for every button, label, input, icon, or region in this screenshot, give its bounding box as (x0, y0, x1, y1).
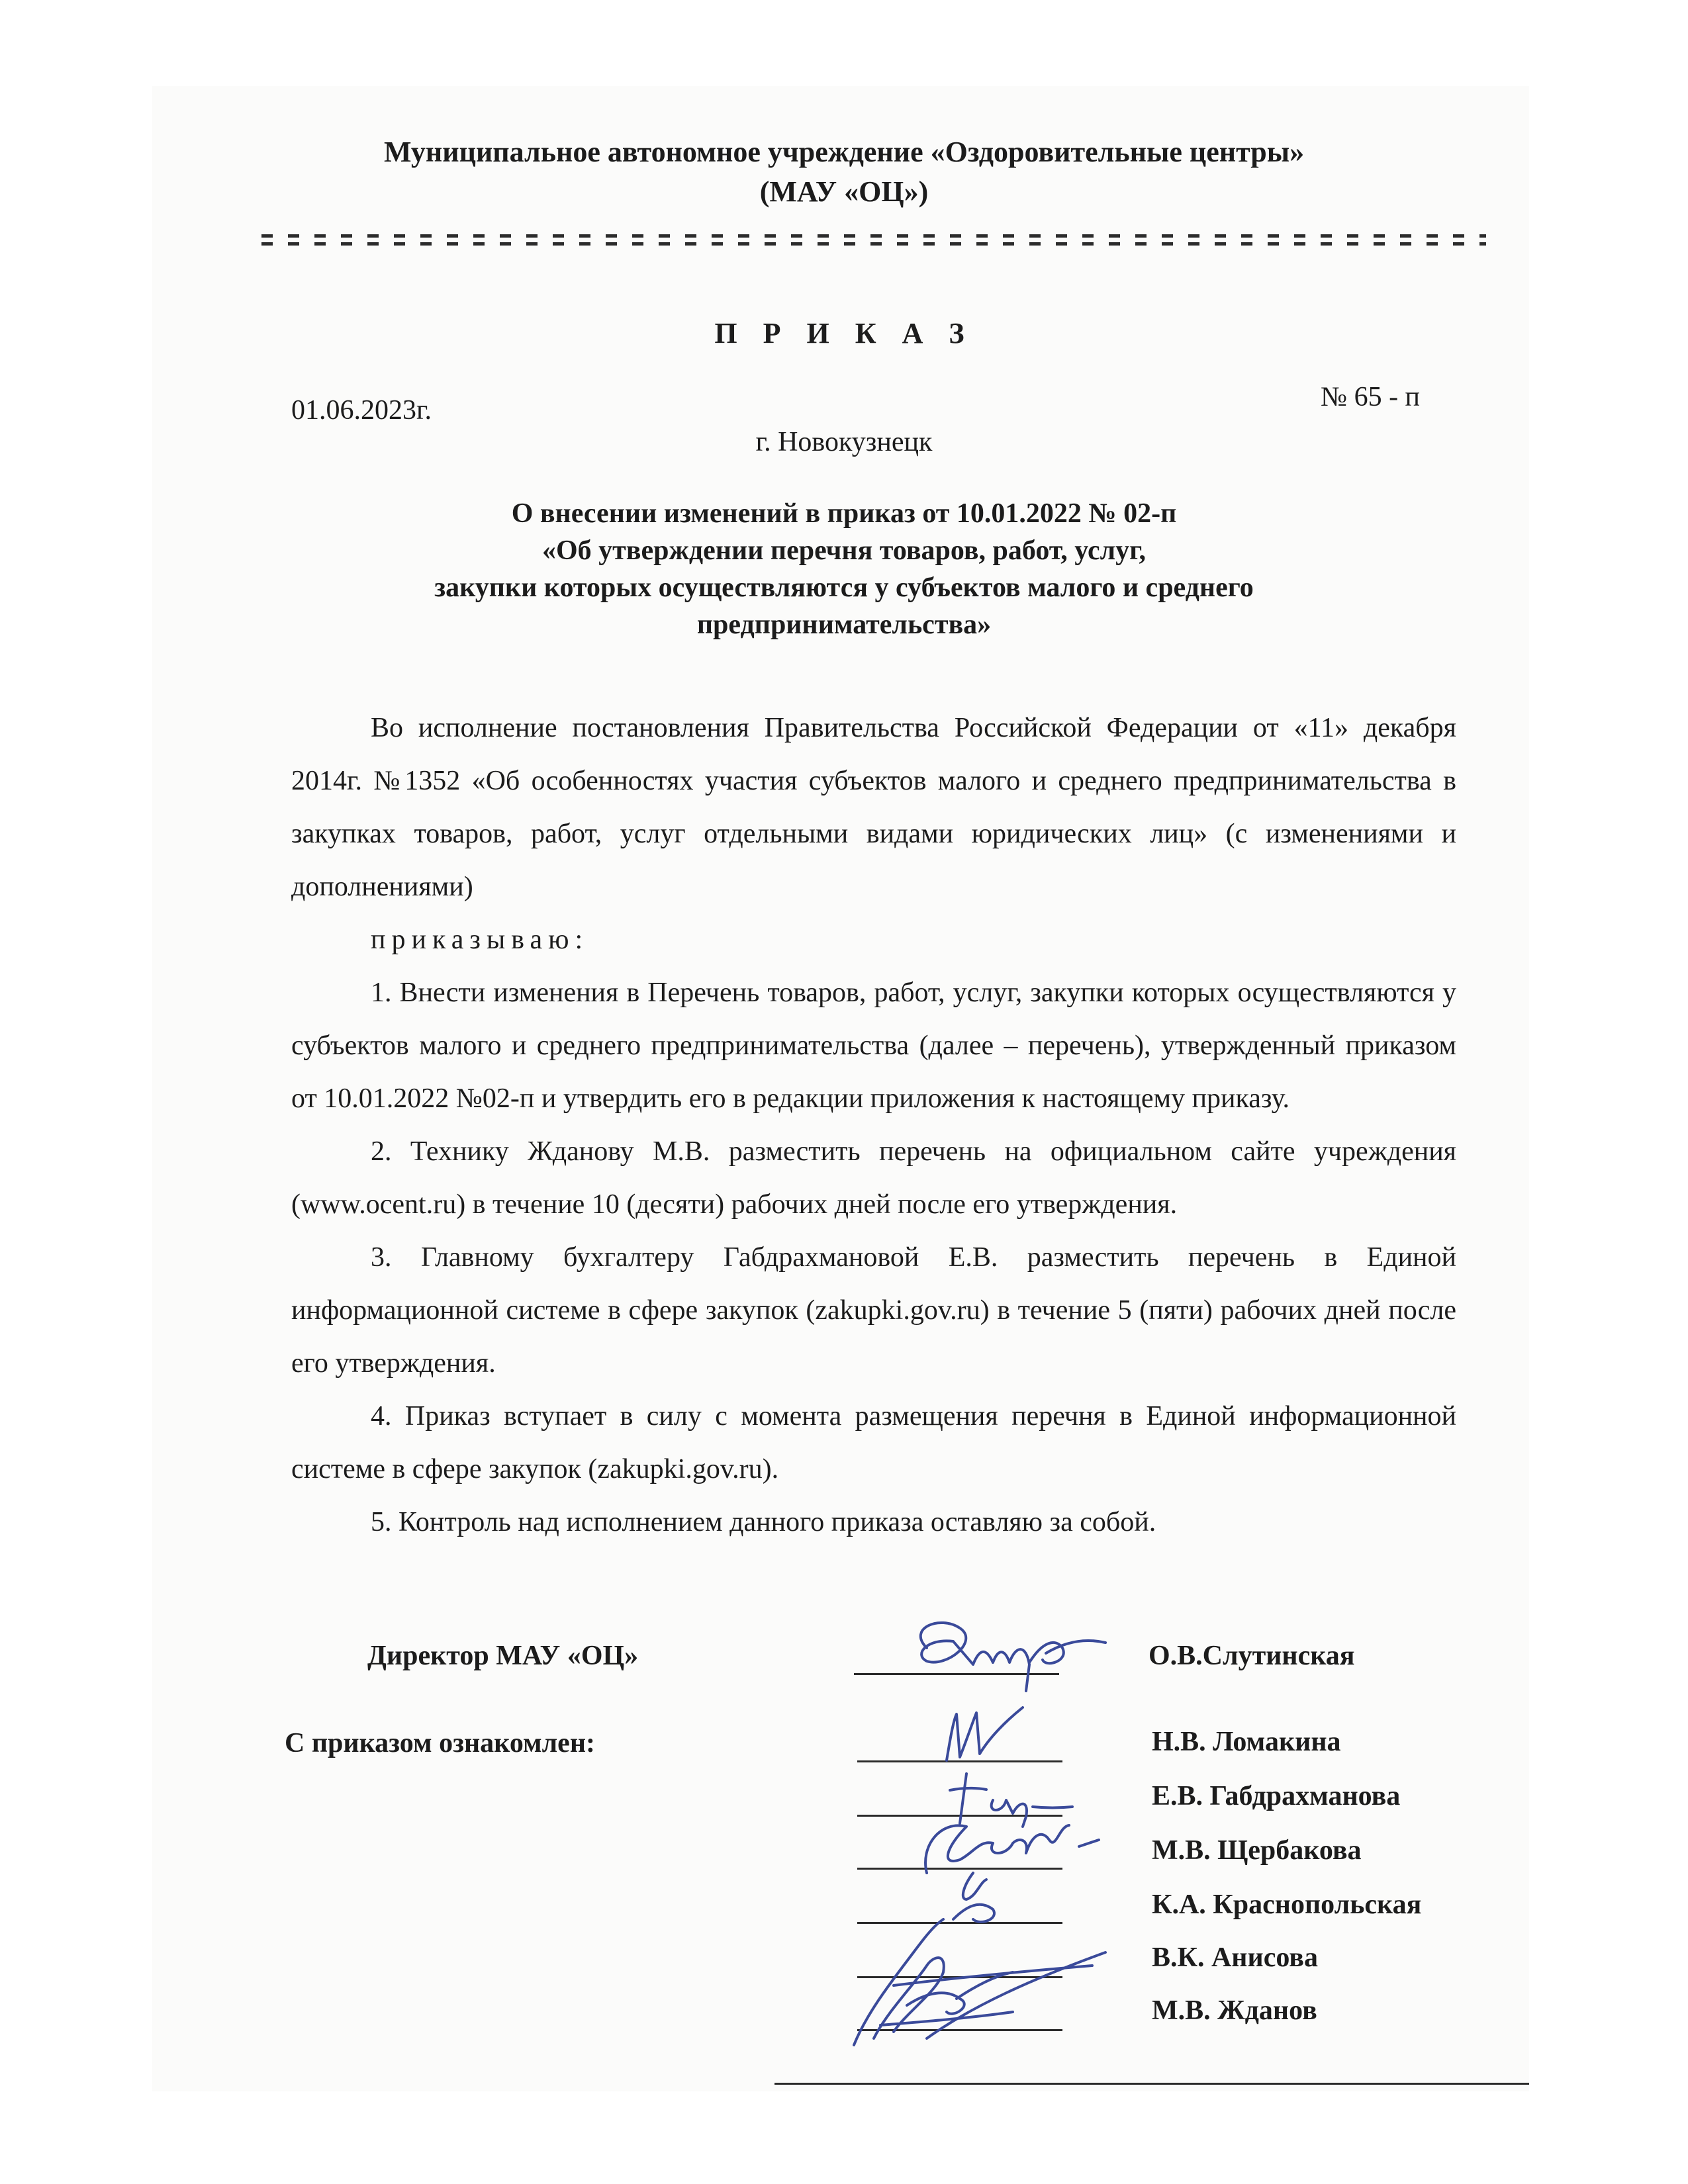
subject-line: закупки которых осуществляются у субъектов малого и среднего (434, 572, 1254, 603)
acknowledgement-name: К.А. Краснопольская (1152, 1889, 1422, 1920)
order-item: 2. Технику Жданову М.В. разместить перечень на официальном сайте учреждения (www.ocent.ru) в течение 10 (десяти) рабочих дней после его утверждения. (291, 1136, 1456, 1220)
director-name: О.В.Слутинская (1149, 1641, 1355, 1671)
organization-abbreviation: (МАУ «ОЦ») (759, 175, 929, 208)
order-word: приказываю: (371, 925, 589, 955)
order-subject (285, 495, 1403, 643)
sheet-edge-line (774, 2083, 1529, 2085)
signature-anisova-zhdanov (814, 1906, 1158, 2058)
subject-line: О внесении изменений в приказ от 10.01.2022 № 02-п (511, 498, 1177, 529)
order-item: 4. Приказ вступает в силу с момента размещения перечня в Единой информационной системе в сфере закупок (zakupki.gov.ru). (291, 1401, 1456, 1484)
acknowledgement-name: М.В. Щербакова (1152, 1835, 1362, 1866)
acknowledgement-label: С приказом ознакомлен: (285, 1728, 596, 1758)
acknowledgement-name: Н.В. Ломакина (1152, 1727, 1341, 1757)
document-title: П Р И К А З (714, 317, 974, 349)
director-signature (887, 1602, 1125, 1701)
order-city: г. Новокузнецк (755, 427, 933, 457)
preamble-paragraph: Во исполнение постановления Правительства Российской Федерации от «11» декабря 2014г. №1352 «Об особенностях участия субъектов малого и среднего предпринимательства в закупках товаров, работ, услуг отдельными видами юридических лиц» (с изменениями и дополнениями) (291, 713, 1456, 902)
order-date: 01.06.2023г. (291, 395, 432, 426)
order-item: 5. Контроль над исполнением данного приказа оставляю за собой. (371, 1507, 1156, 1537)
order-item: 1. Внести изменения в Перечень товаров, работ, услуг, закупки которых осуществляются у субъектов малого и среднего предпринимательства (далее – перечень), утвержденный приказом от 10.01.2022 №02-п и утвердить его в редакции приложения к настоящему приказу. (291, 978, 1456, 1114)
organization-name: Муниципальное автономное учреждение «Оздоровительные центры» (383, 136, 1305, 168)
subject-line: предпринимательства» (696, 610, 992, 640)
acknowledgement-name: В.К. Анисова (1152, 1942, 1318, 1973)
order-body (291, 702, 1456, 1549)
order-number: № 65 - п (1321, 382, 1421, 412)
order-item: 3. Главному бухгалтеру Габдрахмановой Е.В. разместить перечень в Единой информационной системе в сфере закупок (zakupki.gov.ru) в течение 5 (пяти) рабочих дней после его утверждения. (291, 1242, 1456, 1379)
acknowledgement-name: М.В. Жданов (1152, 1995, 1317, 2026)
director-role: Директор МАУ «ОЦ» (367, 1641, 639, 1671)
acknowledgement-name: Е.В. Габдрахманова (1152, 1781, 1401, 1811)
header-separator (261, 234, 1486, 248)
organization-header (285, 132, 1403, 212)
subject-line: «Об утверждении перечня товаров, работ, услуг, (541, 535, 1146, 566)
